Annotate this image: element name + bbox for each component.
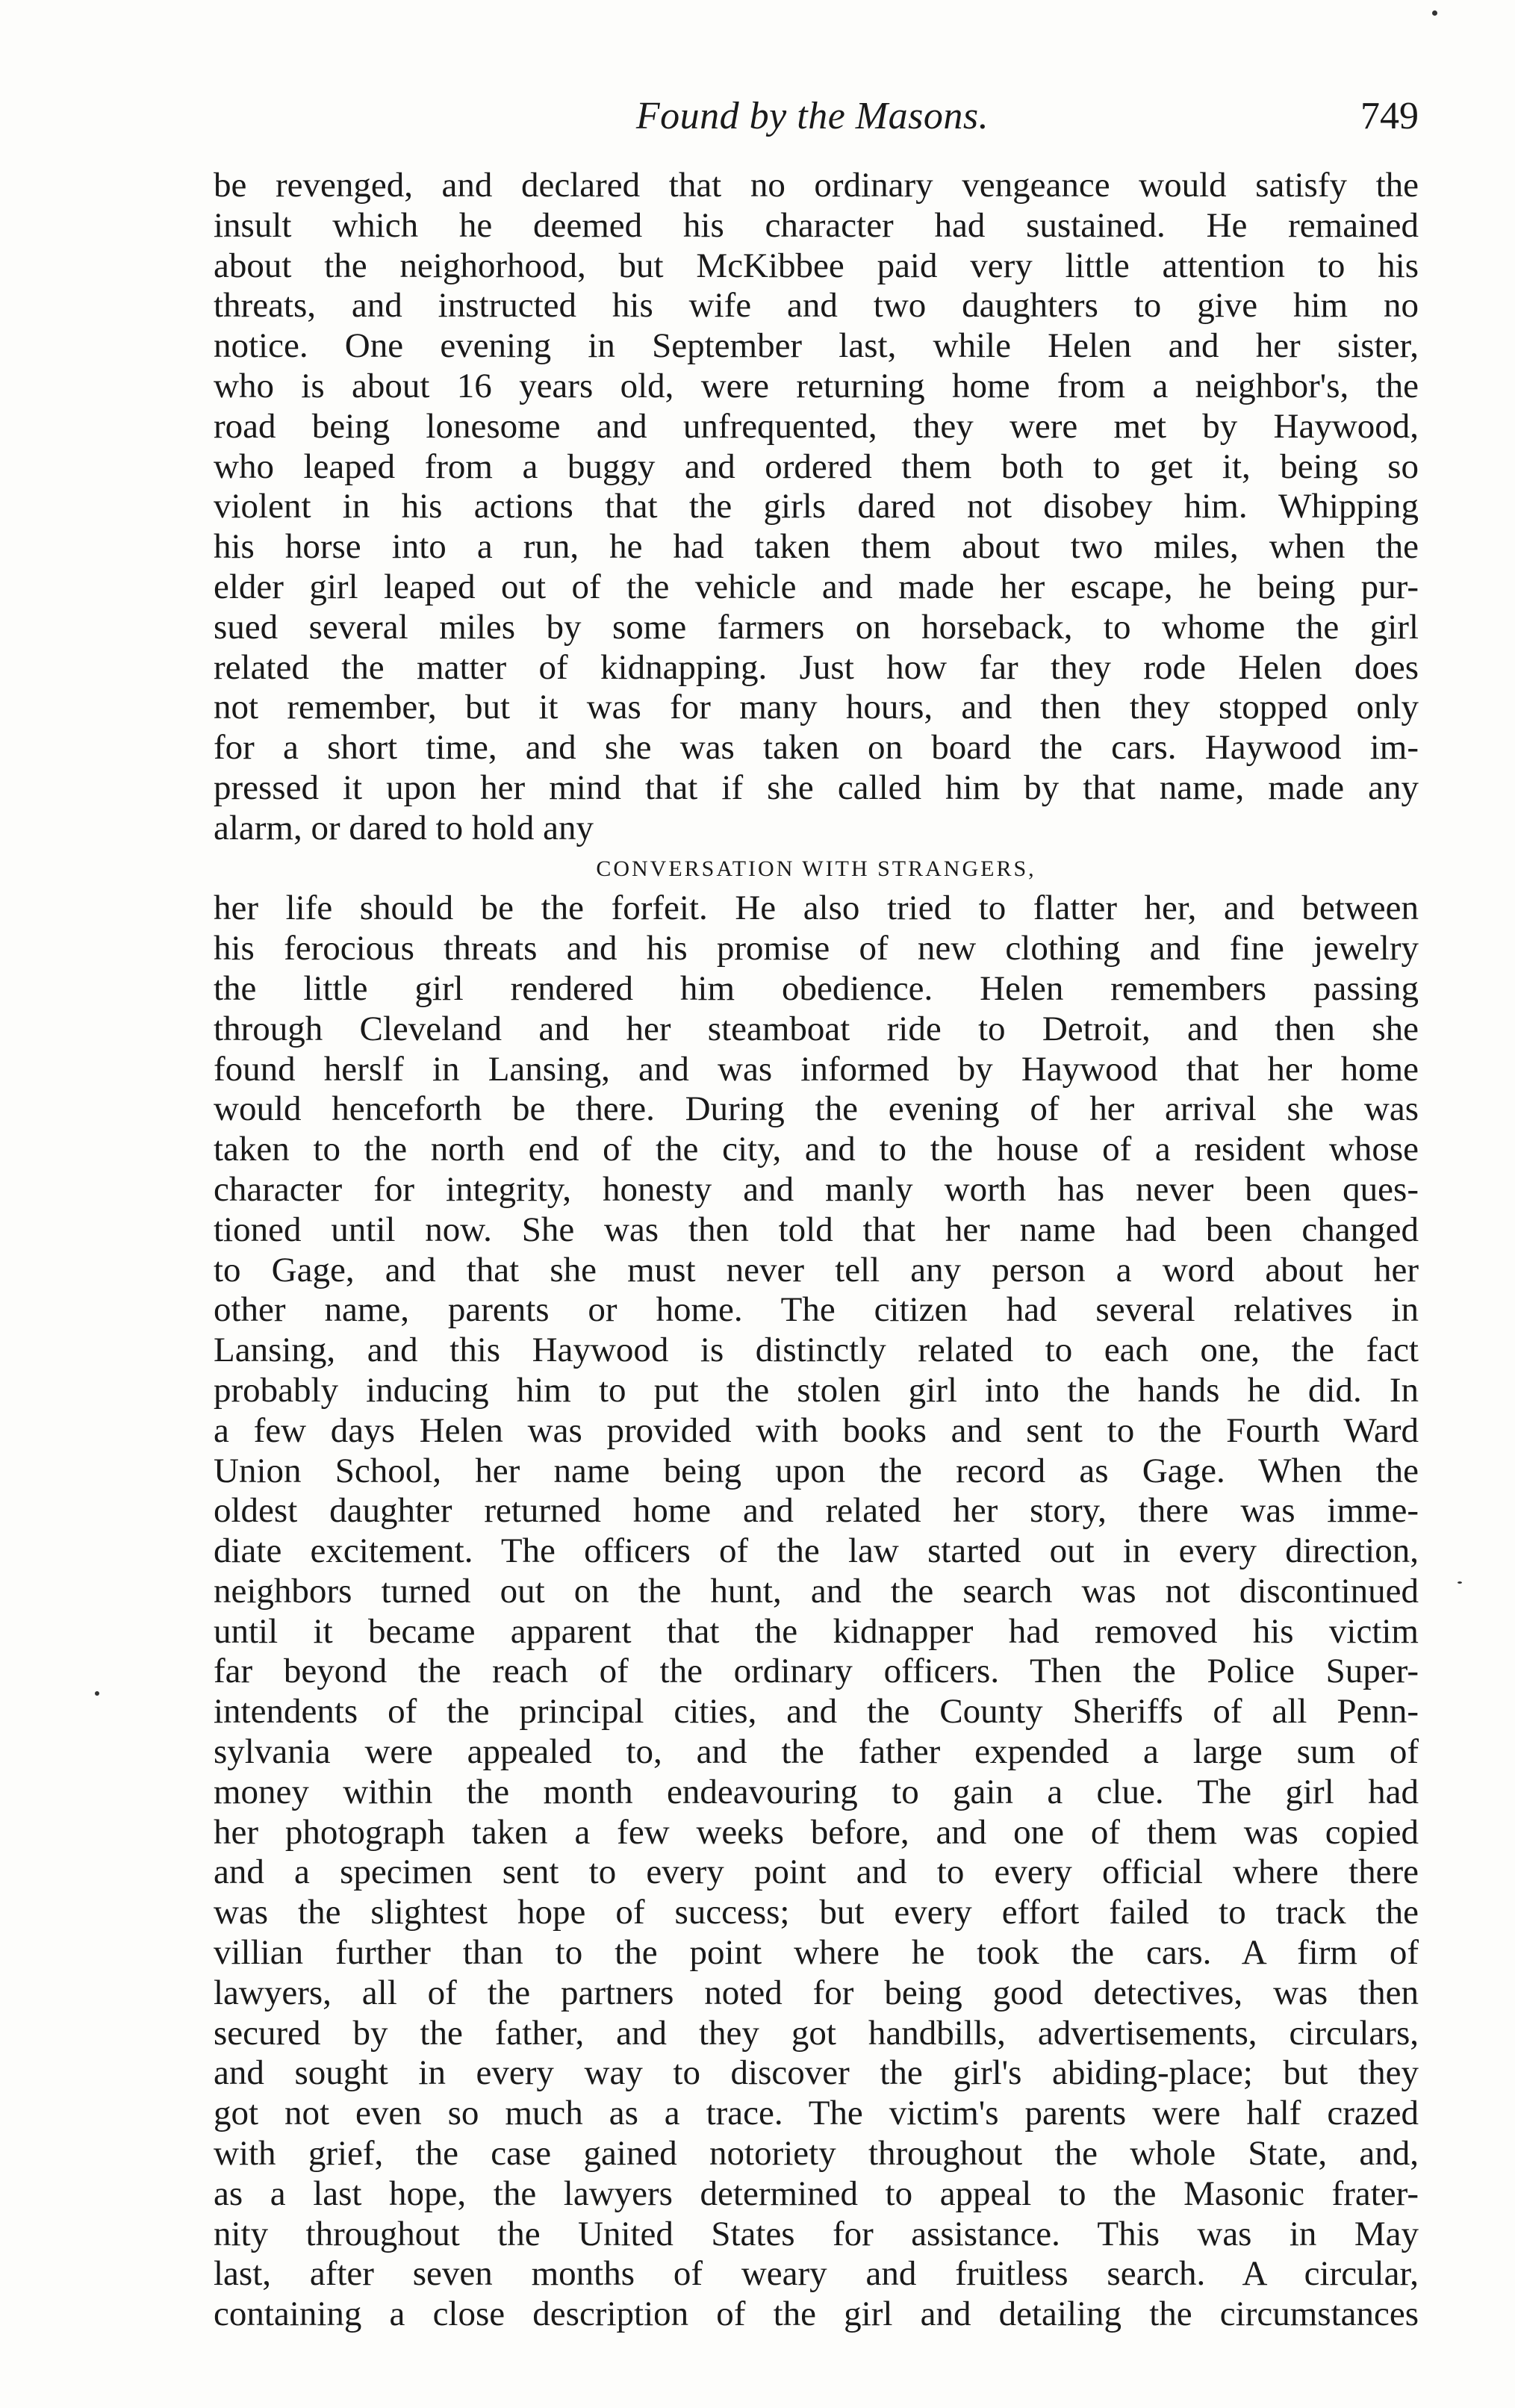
text-line: tioned until now. She was then told that her name had been changed [214, 1210, 1419, 1249]
section-subheading: CONVERSATION WITH STRANGERS, [596, 856, 1036, 881]
text-line: diate excitement. The officers of the law started out in every direction, [214, 1531, 1419, 1571]
running-head [206, 88, 1419, 148]
scan-speck [1458, 1581, 1462, 1584]
text-line: for a short time, and she was taken on board the cars. Haywood im- [214, 728, 1419, 768]
text-line: as a last hope, the lawyers determined to appeal to the Masonic frater- [214, 2174, 1419, 2213]
text-line: alarm, or dared to hold any [214, 808, 594, 847]
text-line: be revenged, and declared that no ordinary vengeance would satisfy the [214, 166, 1419, 205]
text-line: notice. One evening in September last, while Helen and her sister, [214, 326, 1419, 366]
text-line: would henceforth be there. During the evening of her arrival she was [214, 1089, 1419, 1129]
paragraph-part-2 [214, 889, 1419, 2335]
text-line: taken to the north end of the city, and to the house of a resident whose [214, 1130, 1419, 1169]
text-line: who is about 16 years old, were returning home from a neighbor's, the [214, 366, 1419, 405]
text-line: until it became apparent that the kidnapper had removed his victim [214, 1611, 1419, 1651]
text-line: and a specimen sent to every point and to every official where there [214, 1852, 1419, 1892]
text-line: a few days Helen was provided with books and sent to the Fourth Ward [214, 1410, 1419, 1450]
text-line: his ferocious threats and his promise of new clothing and fine jewelry [214, 929, 1419, 968]
text-line: insult which he deemed his character had sustained. He remained [214, 205, 1419, 245]
text-line: Union School, her name being upon the record as Gage. When the [214, 1451, 1419, 1490]
running-title: Found by the Masons. [635, 95, 989, 137]
text-line: Lansing, and this Haywood is distinctly related to each one, the fact [214, 1331, 1419, 1370]
text-line: sylvania were appealed to, and the father expended a large sum of [214, 1732, 1419, 1772]
page-number: 749 [1360, 95, 1419, 137]
text-line: pressed it upon her mind that if she called him by that name, made any [214, 768, 1419, 807]
text-line: his horse into a run, he had taken them about two miles, when the [214, 527, 1419, 567]
text-line: the little girl rendered him obedience. Helen remembers passing [214, 968, 1419, 1008]
text-line: threats, and instructed his wife and two daughters to give him no [214, 286, 1419, 326]
text-line: road being lonesome and unfrequented, they were met by Haywood, [214, 406, 1419, 446]
text-line: intendents of the principal cities, and the County Sheriffs of all Penn- [214, 1692, 1419, 1732]
text-line: her life should be the forfeit. He also tried to flatter her, and between [214, 889, 1419, 928]
text-line: far beyond the reach of the ordinary officers. Then the Police Super- [214, 1652, 1419, 1691]
text-line: last, after seven months of weary and fruitless search. A circular, [214, 2254, 1419, 2294]
text-line: elder girl leaped out of the vehicle and made her escape, he being pur- [214, 567, 1419, 606]
text-line: through Cleveland and her steamboat ride to Detroit, and then she [214, 1009, 1419, 1048]
text-line: containing a close description of the girl and detailing the circumstances [214, 2295, 1419, 2334]
text-line: with grief, the case gained notoriety throughout the whole State, and, [214, 2134, 1419, 2174]
text-line: related the matter of kidnapping. Just how far they rode Helen does [214, 647, 1419, 687]
text-line: got not even so much as a trace. The victim's parents were half crazed [214, 2094, 1419, 2133]
scan-speck [95, 1691, 99, 1696]
text-line: not remember, but it was for many hours, and then they stopped only [214, 688, 1419, 727]
text-line: neighbors turned out on the hunt, and the search was not discontinued [214, 1571, 1419, 1611]
text-line: and sought in every way to discover the girl's abiding-place; but they [214, 2053, 1419, 2093]
text-line: money within the month endeavouring to gain a clue. The girl had [214, 1772, 1419, 1811]
text-line: about the neighorhood, but McKibbee paid very little attention to his [214, 246, 1419, 285]
text-line: her photograph taken a few weeks before, and one of them was copied [214, 1812, 1419, 1852]
scan-speck [1432, 10, 1437, 16]
text-line: character for integrity, honesty and manly worth has never been ques- [214, 1169, 1419, 1209]
paragraph-part-1 [214, 166, 1419, 849]
text-line: other name, parents or home. The citizen had several relatives in [214, 1290, 1419, 1330]
text-line: nity throughout the United States for assistance. This was in May [214, 2214, 1419, 2253]
text-line: oldest daughter returned home and related her story, there was imme- [214, 1491, 1419, 1531]
text-line: lawyers, all of the partners noted for being good detectives, was then [214, 1973, 1419, 2012]
text-line: sued several miles by some farmers on horseback, to whome the girl [214, 607, 1419, 647]
text-line: violent in his actions that the girls dared not disobey him. Whipping [214, 487, 1419, 526]
text-line: was the slightest hope of success; but every effort failed to track the [214, 1893, 1419, 1932]
text-line: who leaped from a buggy and ordered them both to get it, being so [214, 447, 1419, 486]
text-line: to Gage, and that she must never tell any person a word about her [214, 1250, 1419, 1289]
body-text [214, 166, 1419, 2335]
text-line: secured by the father, and they got handbills, advertisements, circulars, [214, 2013, 1419, 2053]
text-line: found herslf in Lansing, and was informed by Haywood that her home [214, 1049, 1419, 1089]
text-line: probably inducing him to put the stolen girl into the hands he did. In [214, 1370, 1419, 1410]
text-line: villian further than to the point where he took the cars. A firm of [214, 1933, 1419, 1973]
